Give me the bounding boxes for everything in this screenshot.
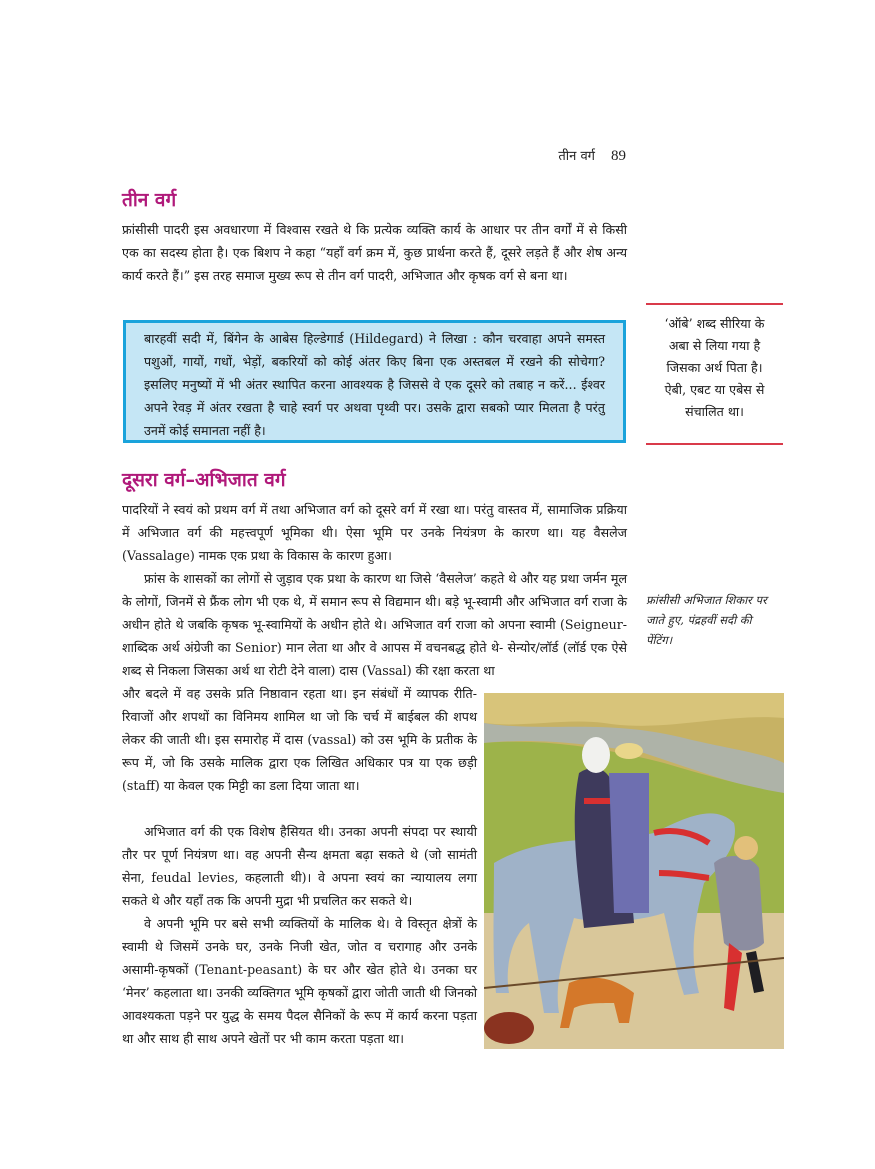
hildegard-quote-box: बारहवीं सदी में, बिंगेन के आबेस हिल्डेगार्ड (Hildegard) ने लिखा : कौन चरवाहा अपने समस्त पशुओं, गायों, गधों, भेड़ों, बकरियों को कोई अंतर किए बिना एक अस्तबल में रखने की सोचेगा? इसलिए मनुष्यों में भी अंतर स्थापित करना आवश्यक है जिससे वे एक दूसरे को तबाह न करें... ईश्वर अपने रेवड़ में अंतर रखता है चाहे स्वर्ग पर अथवा पृथ्वी पर। उसके द्वारा सबको प्यार मिलता है परंतु उनमें कोई समानता नहीं है। [123,320,626,443]
nobility-paragraph-5: वे अपनी भूमि पर बसे सभी व्यक्तियों के मालिक थे। वे विस्तृत क्षेत्रों के स्वामी थे जिसमें उनके घर, उनके निजी खेत, जोत व चरागाह और उनके असामी-कृषकों (Tenant-peasant) के घर और खेत होते थे। उनका घर ‘मेनर’ कहलाता था। उनकी व्यक्तिगत भूमि कृषकों द्वारा जोती जाती थी जिनको आवश्यकता पड़ने पर युद्ध के समय पैदल सैनिकों के रूप में कार्य करना पड़ता था और साथ ही साथ अपने खेतों पर भी काम करता पड़ता था। [122,916,477,1046]
running-head-title: तीन वर्ग [558,149,595,164]
nobility-paragraph-4: अभिजात वर्ग की एक विशेष हैसियत थी। उनका अपनी संपदा पर स्थायी तौर पर पूर्ण नियंत्रण था। वह अपनी सैन्य क्षमता बढ़ा सकते थे (जो सामंती सेना, feudal levies, कहलाती थी)। वे अपना स्वयं का न्यायालय लगा सकते थे और यहाँ तक कि अपनी मुद्रा भी प्रचलित कर सकते थे। [122,824,477,908]
intro-paragraph: फ्रांसीसी पादरी इस अवधारणा में विश्वास रखते थे कि प्रत्येक व्यक्ति कार्य के आधार पर तीन वर्गों में से किसी एक का सदस्य होता है। एक बिशप ने कहा “यहाँ वर्ग क्रम में, कुछ प्रार्थना करते हैं, दूसरे लड़ते हैं और शेष अन्य कार्य करते हैं।” इस तरह समाज मुख्य रूप से तीन वर्ग पादरी, अभिजात और कृषक वर्ग से बना था। [122,222,627,283]
abbess-sidenote: ‘ऑबे’ शब्द सीरिया के अबा से लिया गया है जिसका अर्थ पिता है। ऐबी, एबट या एबेस से संचालित था। [646,303,783,445]
page-number: 89 [611,148,626,164]
nobility-paragraph-3: और बदले में वह उसके प्रति निष्ठावान रहता था। इन संबंधों में व्यापक रीति-रिवाजों और शपथों का विनिमय शामिल था जो कि चर्च में बाईबल की शपथ लेकर की जाती थी। इस समारोह में दास (vassal) को उस भूमि के प्रतीक के रूप में, जो कि उसके मालिक द्वारा एक लिखित अधिकार पत्र या एक छड़ी (staff) या केवल एक मिट्टी का डला दिया जाता था। [122,686,477,793]
hunting-painting [484,693,784,1049]
nobility-paragraph-1: पादरियों ने स्वयं को प्रथम वर्ग में तथा अभिजात वर्ग को दूसरे वर्ग में रखा था। परंतु वास्तव में, सामाजिक प्रक्रिया में अभिजात वर्ग की महत्त्वपूर्ण भूमिका थी। ऐसा भूमि पर उनके नियंत्रण के कारण था। यह वैसलेज (Vassalage) नामक एक प्रथा के विकास के कारण हुआ। [122,502,627,563]
section-heading-three-orders: तीन वर्ग [122,189,177,211]
figure-caption: फ्रांसीसी अभिजात शिकार पर जाते हुए, पंद्रहवीं सदी की पेंटिंग। [646,593,767,647]
painting-image [484,693,784,1049]
nobility-paragraph-2: फ्रांस के शासकों का लोगों से जुड़ाव एक प्रथा के कारण था जिसे ‘वैसलेज’ कहते थे और यह प्रथा जर्मन मूल के लोगों, जिनमें से फ्रैंक लोग भी एक थे, में समान रूप से विद्यमान थी। बड़े भू-स्वामी और अभिजात वर्ग राजा के अधीन होते थे जबकि कृषक भू-स्वामियों के अधीन होते थे। अभिजात वर्ग राजा को अपना स्वामी (Seigneur-शाब्दिक अर्थ अंग्रेजी का Senior) मान लेता था और वे आपस में वचनबद्ध होते थे- सेन्योर/लॉर्ड (लॉर्ड एक ऐसे शब्द से निकला जिसका अर्थ था रोटी देने वाला) दास (Vassal) की रक्षा करता था [122,571,627,678]
running-head [480,146,626,165]
section-heading-nobility: दूसरा वर्ग–अभिजात वर्ग [122,469,286,491]
